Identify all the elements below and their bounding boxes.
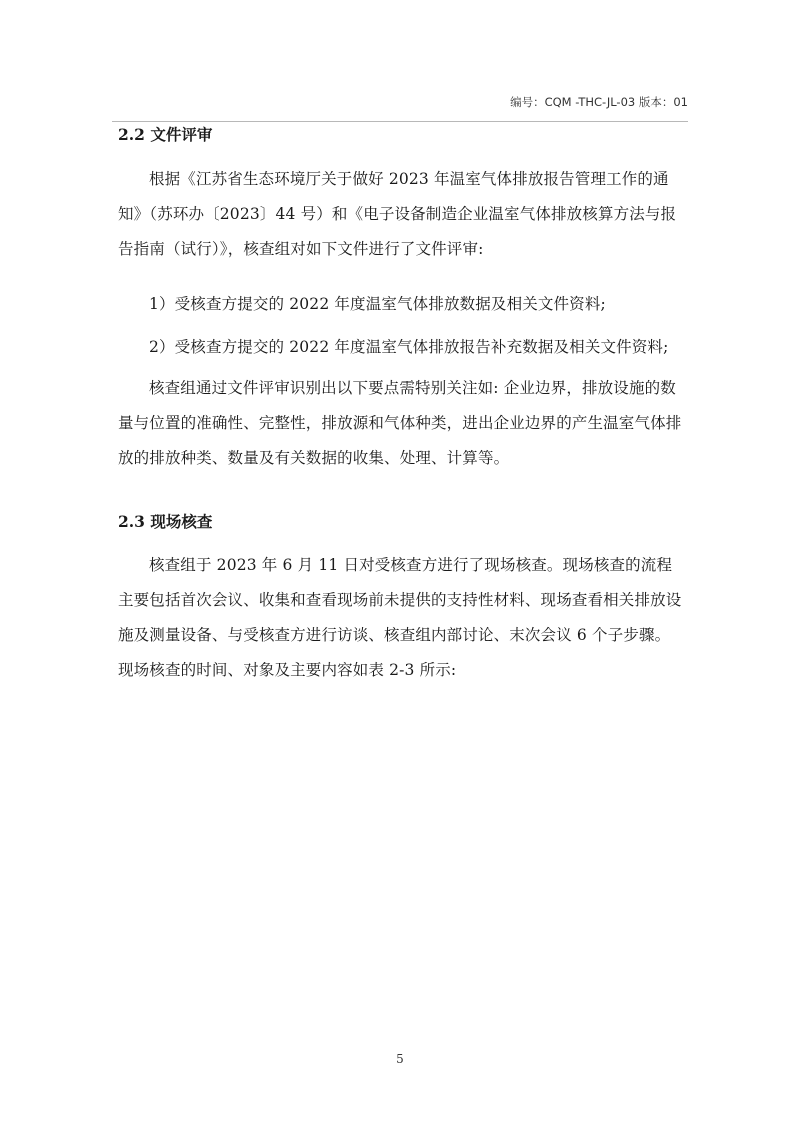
section-2-2-conclusion-paragraph: 核查组通过文件评审识别出以下要点需特别关注如: 企业边界，排放设施的数量与位置的准确性、完整性，排放源和气体种类，进出企业边界的产生温室气体排放的排放种类、数量及有关数据的收集、处理、计算等。	[118, 379, 682, 467]
document-number-header: 编号：CQM -THC-JL-03 版本：01	[510, 95, 688, 109]
section-2-3-heading: 2.3 现场核查	[118, 512, 213, 531]
section-2-2-list-item-1: 1）受核查方提交的 2022 年度温室气体排放数据及相关文件资料;	[149, 295, 606, 313]
section-2-2-heading: 2.2 文件评审	[118, 125, 213, 144]
header-divider	[112, 121, 688, 122]
section-2-2-intro-paragraph: 根据《江苏省生态环境厅关于做好 2023 年温室气体排放报告管理工作的通知》（苏环办〔2023〕44 号）和《电子设备制造企业温室气体排放核算方法与报告指南（试行）》，核查组对如下文件进行了文件评审:	[118, 170, 677, 258]
section-2-2-list-item-2: 2）受核查方提交的 2022 年度温室气体排放报告补充数据及相关文件资料;	[149, 338, 669, 356]
section-2-3-body-paragraph: 核查组于 2023 年 6 月 11 日对受核查方进行了现场核查。现场核查的流程主要包括首次会议、收集和查看现场前未提供的支持性材料、现场查看相关排放设施及测量设备、与受核查方进行访谈、核查组内部讨论、末次会议 6 个子步骤。现场核查的时间、对象及主要内容如表 2-3 所示:	[118, 556, 682, 679]
page-number: 5	[396, 1052, 404, 1066]
